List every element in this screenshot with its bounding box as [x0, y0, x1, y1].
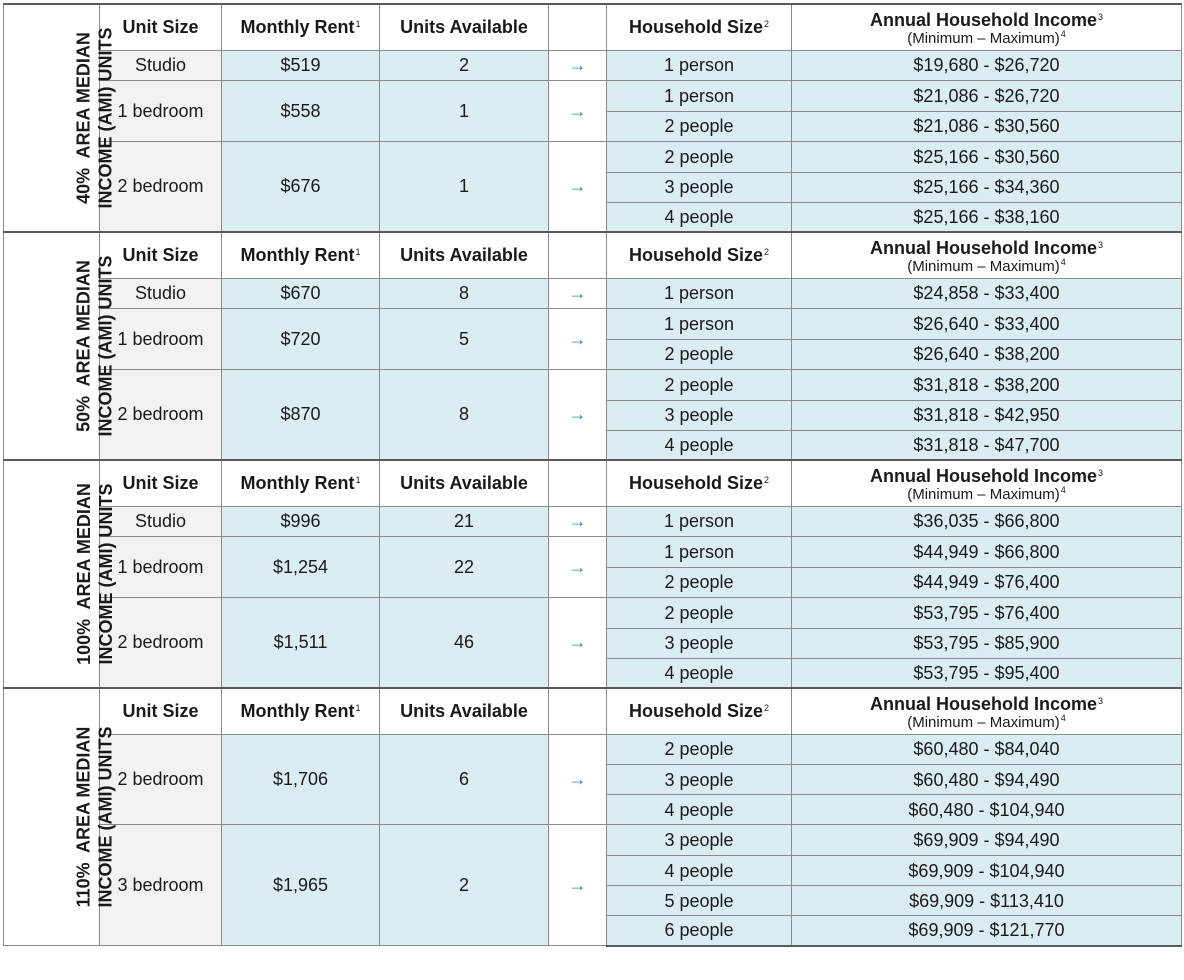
arrow-right-glyph: → — [568, 511, 587, 531]
header-household-size — [607, 232, 792, 278]
arrow-right-icon — [549, 734, 607, 825]
arrow-right-glyph: → — [568, 404, 587, 425]
ami-rent-income-table-page — [3, 3, 1181, 947]
ami-group-label — [4, 232, 116, 460]
monthly-rent-cell — [222, 734, 380, 825]
table-row — [4, 80, 1182, 111]
header-income-range-text: (Minimum – Maximum) — [907, 485, 1060, 503]
household-size-cell — [607, 111, 792, 141]
household-size-cell — [607, 856, 792, 886]
units-available-cell — [380, 278, 549, 308]
footnote-marker: 2 — [764, 19, 770, 30]
header-household-size-text: Household Size — [628, 473, 763, 494]
household-size-value: 4 people — [664, 662, 734, 683]
unit-size-value: 1 bedroom — [117, 556, 204, 577]
footnote-marker: 2 — [764, 703, 770, 714]
unit-size-value: 3 bedroom — [117, 875, 204, 896]
arrow-right-glyph: → — [568, 328, 587, 349]
annual-income-value: $53,795 - $85,900 — [913, 633, 1060, 653]
arrow-right-icon — [549, 80, 607, 141]
household-size-value: 3 people — [664, 769, 734, 790]
header-unit-size-text: Unit Size — [122, 701, 199, 722]
annual-income-cell — [792, 916, 1182, 946]
units-available-cell — [380, 825, 549, 946]
ami-group-label-text — [72, 256, 116, 437]
group-header-row — [4, 688, 1182, 734]
monthly-rent-cell — [222, 80, 380, 141]
annual-income-value: $24,858 - $33,400 — [913, 283, 1060, 303]
header-household-size — [607, 460, 792, 506]
household-size-value: 4 people — [664, 206, 734, 227]
unit-size-cell — [100, 278, 222, 308]
header-units-available — [380, 460, 549, 506]
household-size-cell — [607, 597, 792, 628]
household-size-value: 2 people — [664, 602, 734, 623]
ami-label-line2: INCOME (AMI) UNITS — [95, 483, 116, 665]
units-available-value: 5 — [458, 328, 469, 349]
annual-income-cell — [792, 400, 1182, 430]
header-household-size-text: Household Size — [628, 245, 763, 266]
unit-size-value: 1 bedroom — [117, 100, 204, 121]
household-size-cell — [607, 50, 792, 80]
units-available-value: 2 — [458, 55, 469, 75]
household-size-value: 6 people — [664, 920, 734, 941]
household-size-value: 4 people — [664, 434, 734, 455]
footnote-marker: 4 — [1060, 484, 1066, 495]
annual-income-cell — [792, 80, 1182, 111]
header-annual-income — [792, 232, 1182, 278]
household-size-value: 4 people — [664, 860, 734, 881]
arrow-right-icon — [549, 506, 607, 536]
household-size-value: 1 person — [663, 85, 735, 106]
annual-income-value: $26,640 - $38,200 — [913, 344, 1060, 364]
units-available-value: 2 — [458, 875, 469, 896]
household-size-cell — [607, 339, 792, 369]
unit-size-cell — [100, 825, 222, 946]
household-size-value: 3 people — [664, 177, 734, 197]
header-annual-income — [792, 460, 1182, 506]
monthly-rent-cell — [222, 506, 380, 536]
unit-size-cell — [100, 369, 222, 460]
header-unit-size — [100, 460, 222, 506]
household-size-cell — [607, 506, 792, 536]
ami-group-label — [4, 4, 116, 232]
monthly-rent-value: $558 — [280, 100, 321, 121]
unit-size-value: 2 bedroom — [117, 632, 204, 653]
household-size-value: 2 people — [664, 146, 734, 167]
arrow-right-glyph: → — [568, 100, 587, 121]
header-units-available-text: Units Available — [400, 473, 528, 494]
header-annual-income-title — [870, 10, 1103, 30]
unit-size-value: Studio — [134, 511, 187, 531]
household-size-cell — [607, 172, 792, 202]
household-size-cell — [607, 278, 792, 308]
footnote-marker: 4 — [1060, 712, 1066, 723]
ami-label-line1: 50% AREA MEDIAN — [73, 260, 94, 432]
annual-income-value: $31,818 - $38,200 — [913, 374, 1060, 395]
arrow-right-icon — [549, 308, 607, 369]
arrow-right-icon — [549, 141, 607, 232]
arrow-right-glyph: → — [568, 875, 587, 896]
arrow-right-icon — [549, 278, 607, 308]
footnote-marker: 1 — [355, 19, 361, 30]
header-arrow-spacer — [549, 232, 607, 278]
annual-income-cell — [792, 886, 1182, 916]
header-annual-income-text: Annual Household Income — [869, 9, 1097, 30]
footnote-marker: 1 — [355, 475, 361, 486]
monthly-rent-value: $870 — [280, 404, 321, 425]
ami-group-label — [4, 688, 116, 946]
annual-income-cell — [792, 734, 1182, 765]
units-available-cell — [380, 369, 549, 460]
header-annual-income — [792, 4, 1182, 50]
units-available-cell — [380, 141, 549, 232]
monthly-rent-value: $1,254 — [272, 556, 329, 577]
monthly-rent-value: $1,965 — [272, 875, 329, 896]
annual-income-value: $36,035 - $66,800 — [913, 511, 1060, 531]
table-row — [4, 308, 1182, 339]
arrow-right-glyph: → — [568, 769, 587, 790]
annual-income-cell — [792, 278, 1182, 308]
table-row — [4, 536, 1182, 567]
units-available-cell — [380, 506, 549, 536]
monthly-rent-cell — [222, 536, 380, 597]
annual-income-cell — [792, 172, 1182, 202]
header-annual-income-text: Annual Household Income — [869, 465, 1097, 486]
annual-income-value: $44,949 - $66,800 — [913, 541, 1060, 562]
header-annual-income-title — [870, 238, 1103, 258]
household-size-value: 3 people — [664, 830, 734, 851]
header-annual-income — [792, 688, 1182, 734]
annual-income-cell — [792, 825, 1182, 856]
ami-group-label-text — [72, 28, 116, 209]
footnote-marker: 2 — [764, 475, 770, 486]
household-size-cell — [607, 765, 792, 795]
group-header-row — [4, 4, 1182, 50]
header-monthly-rent-text: Monthly Rent — [240, 17, 355, 38]
annual-income-cell — [792, 430, 1182, 460]
ami-label-line1: 40% AREA MEDIAN — [73, 32, 94, 204]
footnote-marker: 1 — [355, 247, 361, 258]
annual-income-value: $19,680 - $26,720 — [913, 55, 1060, 75]
annual-income-value: $60,480 - $104,940 — [908, 799, 1065, 820]
household-size-value: 1 person — [663, 541, 735, 562]
ami-label-line2: INCOME (AMI) UNITS — [95, 27, 116, 209]
arrow-right-icon — [549, 369, 607, 460]
table-row — [4, 369, 1182, 400]
unit-size-value: 2 bedroom — [117, 404, 204, 425]
annual-income-value: $60,480 - $84,040 — [913, 739, 1060, 760]
monthly-rent-cell — [222, 825, 380, 946]
unit-size-cell — [100, 597, 222, 688]
household-size-value: 1 person — [663, 313, 735, 334]
household-size-cell — [607, 400, 792, 430]
household-size-value: 5 people — [664, 890, 734, 911]
units-available-value: 8 — [458, 283, 469, 303]
header-units-available-text: Units Available — [400, 245, 528, 266]
header-annual-income-title — [870, 466, 1103, 486]
annual-income-cell — [792, 50, 1182, 80]
header-income-range — [792, 256, 1181, 275]
table-row — [4, 506, 1182, 536]
units-available-value: 21 — [453, 511, 475, 531]
table-row — [4, 597, 1182, 628]
household-size-cell — [607, 825, 792, 856]
header-annual-income-title — [870, 694, 1103, 714]
header-income-range — [792, 484, 1181, 503]
header-income-range-text: (Minimum – Maximum) — [907, 713, 1060, 731]
footnote-marker: 2 — [764, 247, 770, 258]
monthly-rent-cell — [222, 278, 380, 308]
monthly-rent-cell — [222, 369, 380, 460]
unit-size-cell — [100, 80, 222, 141]
units-available-cell — [380, 536, 549, 597]
header-unit-size-text: Unit Size — [122, 473, 199, 494]
annual-income-value: $21,086 - $26,720 — [913, 85, 1060, 106]
annual-income-value: $69,909 - $94,490 — [913, 830, 1060, 851]
household-size-cell — [607, 80, 792, 111]
monthly-rent-cell — [222, 308, 380, 369]
annual-income-value: $25,166 - $38,160 — [913, 206, 1060, 227]
monthly-rent-cell — [222, 597, 380, 688]
header-units-available — [380, 4, 549, 50]
ami-group-label-text — [73, 483, 117, 665]
unit-size-cell — [100, 50, 222, 80]
arrow-right-glyph: → — [568, 283, 587, 303]
header-units-available-text: Units Available — [400, 701, 528, 722]
footnote-marker: 3 — [1098, 239, 1104, 250]
household-size-value: 2 people — [664, 572, 734, 592]
household-size-cell — [607, 916, 792, 946]
household-size-cell — [607, 795, 792, 825]
household-size-cell — [607, 628, 792, 658]
group-header-row — [4, 232, 1182, 278]
units-available-cell — [380, 597, 549, 688]
arrow-right-icon — [549, 825, 607, 946]
annual-income-value: $25,166 - $30,560 — [913, 146, 1060, 167]
arrow-right-glyph: → — [568, 556, 587, 577]
header-unit-size — [100, 232, 222, 278]
units-available-value: 22 — [453, 556, 475, 577]
units-available-value: 1 — [458, 100, 469, 121]
household-size-value: 2 people — [664, 739, 734, 760]
monthly-rent-value: $1,511 — [273, 632, 328, 653]
household-size-cell — [607, 886, 792, 916]
footnote-marker: 3 — [1098, 467, 1104, 478]
units-available-value: 8 — [458, 404, 469, 425]
header-income-range — [792, 712, 1181, 731]
annual-income-cell — [792, 567, 1182, 597]
annual-income-value: $69,909 - $113,410 — [909, 890, 1064, 911]
household-size-cell — [607, 567, 792, 597]
header-arrow-spacer — [549, 460, 607, 506]
ami-label-line2: INCOME (AMI) UNITS — [95, 255, 116, 437]
unit-size-value: Studio — [134, 283, 187, 303]
household-size-cell — [607, 536, 792, 567]
units-available-value: 6 — [458, 769, 469, 790]
units-available-cell — [380, 80, 549, 141]
header-units-available — [380, 232, 549, 278]
ami-label-line1: 100% AREA MEDIAN — [73, 483, 94, 665]
household-size-cell — [607, 369, 792, 400]
arrow-right-icon — [549, 536, 607, 597]
monthly-rent-value: $1,706 — [272, 769, 329, 790]
header-monthly-rent — [222, 232, 380, 278]
annual-income-cell — [792, 111, 1182, 141]
units-available-value: 46 — [453, 632, 475, 653]
annual-income-value: $60,480 - $94,490 — [913, 769, 1060, 790]
units-available-cell — [380, 50, 549, 80]
header-unit-size — [100, 688, 222, 734]
annual-income-cell — [792, 141, 1182, 172]
annual-income-value: $53,795 - $95,400 — [913, 662, 1060, 683]
header-monthly-rent — [222, 460, 380, 506]
annual-income-value: $31,818 - $47,700 — [913, 434, 1060, 455]
annual-income-cell — [792, 856, 1182, 886]
unit-size-value: 2 bedroom — [117, 769, 204, 790]
header-income-range-text: (Minimum – Maximum) — [907, 29, 1060, 47]
ami-group-label — [4, 460, 116, 688]
annual-income-cell — [792, 308, 1182, 339]
table-row — [4, 734, 1182, 765]
ami-rent-income-table — [3, 3, 1182, 947]
household-size-value: 2 people — [664, 116, 734, 136]
units-available-value: 1 — [458, 176, 469, 197]
monthly-rent-value: $670 — [280, 283, 321, 303]
annual-income-cell — [792, 658, 1182, 688]
household-size-cell — [607, 430, 792, 460]
header-unit-size — [100, 4, 222, 50]
household-size-cell — [607, 658, 792, 688]
annual-income-cell — [792, 536, 1182, 567]
monthly-rent-value: $519 — [280, 55, 321, 75]
header-household-size — [607, 688, 792, 734]
unit-size-value: 2 bedroom — [117, 176, 204, 197]
household-size-cell — [607, 734, 792, 765]
unit-size-cell — [100, 141, 222, 232]
table-row — [4, 141, 1182, 172]
monthly-rent-value: $676 — [280, 176, 321, 197]
household-size-cell — [607, 141, 792, 172]
unit-size-cell — [100, 506, 222, 536]
annual-income-cell — [792, 765, 1182, 795]
annual-income-cell — [792, 628, 1182, 658]
annual-income-value: $53,795 - $76,400 — [913, 602, 1060, 623]
table-row — [4, 825, 1182, 856]
household-size-value: 3 people — [664, 633, 734, 653]
arrow-right-icon — [549, 597, 607, 688]
annual-income-value: $26,640 - $33,400 — [913, 313, 1060, 334]
ami-group-label-text — [72, 727, 116, 908]
annual-income-value: $44,949 - $76,400 — [913, 572, 1060, 592]
header-income-range-text: (Minimum – Maximum) — [907, 257, 1060, 275]
footnote-marker: 4 — [1060, 28, 1066, 39]
table-row — [4, 50, 1182, 80]
group-header-row — [4, 460, 1182, 506]
arrow-right-icon — [549, 50, 607, 80]
header-units-available-text: Units Available — [400, 17, 528, 38]
header-arrow-spacer — [549, 688, 607, 734]
header-household-size-text: Household Size — [628, 17, 763, 38]
footnote-marker: 1 — [355, 703, 361, 714]
footnote-marker: 3 — [1098, 695, 1104, 706]
arrow-right-glyph: → — [568, 55, 587, 75]
unit-size-value: Studio — [134, 55, 187, 75]
units-available-cell — [380, 734, 549, 825]
household-size-cell — [607, 202, 792, 232]
unit-size-cell — [100, 308, 222, 369]
header-annual-income-text: Annual Household Income — [869, 237, 1097, 258]
header-household-size — [607, 4, 792, 50]
unit-size-cell — [100, 734, 222, 825]
monthly-rent-cell — [222, 141, 380, 232]
annual-income-value: $21,086 - $30,560 — [913, 116, 1060, 136]
household-size-value: 1 person — [663, 55, 735, 75]
annual-income-cell — [792, 597, 1182, 628]
annual-income-cell — [792, 795, 1182, 825]
household-size-cell — [607, 308, 792, 339]
household-size-value: 1 person — [663, 283, 735, 303]
monthly-rent-cell — [222, 50, 380, 80]
ami-label-line1: 110% AREA MEDIAN — [73, 726, 94, 908]
header-unit-size-text: Unit Size — [122, 17, 199, 38]
unit-size-value: 1 bedroom — [117, 328, 204, 349]
household-size-value: 1 person — [663, 511, 735, 531]
units-available-cell — [380, 308, 549, 369]
household-size-value: 4 people — [664, 799, 734, 820]
header-monthly-rent-text: Monthly Rent — [240, 473, 355, 494]
footnote-marker: 4 — [1060, 256, 1066, 267]
annual-income-cell — [792, 369, 1182, 400]
header-monthly-rent-text: Monthly Rent — [240, 245, 355, 266]
table-row — [4, 278, 1182, 308]
annual-income-cell — [792, 202, 1182, 232]
annual-income-value: $31,818 - $42,950 — [913, 405, 1060, 425]
arrow-right-glyph: → — [568, 176, 587, 197]
annual-income-cell — [792, 506, 1182, 536]
header-units-available — [380, 688, 549, 734]
annual-income-cell — [792, 339, 1182, 369]
household-size-value: 2 people — [664, 344, 734, 364]
header-household-size-text: Household Size — [628, 701, 763, 722]
header-unit-size-text: Unit Size — [122, 245, 199, 266]
footnote-marker: 3 — [1098, 11, 1104, 22]
header-income-range — [792, 28, 1181, 47]
annual-income-value: $69,909 - $104,940 — [908, 860, 1065, 881]
arrow-right-glyph: → — [568, 632, 587, 653]
header-annual-income-text: Annual Household Income — [869, 693, 1097, 714]
header-monthly-rent-text: Monthly Rent — [240, 701, 355, 722]
monthly-rent-value: $996 — [280, 511, 321, 531]
household-size-value: 2 people — [664, 374, 734, 395]
header-arrow-spacer — [549, 4, 607, 50]
unit-size-cell — [100, 536, 222, 597]
header-monthly-rent — [222, 688, 380, 734]
monthly-rent-value: $720 — [280, 328, 321, 349]
ami-label-line2: INCOME (AMI) UNITS — [95, 726, 116, 908]
header-monthly-rent — [222, 4, 380, 50]
annual-income-value: $25,166 - $34,360 — [913, 177, 1060, 197]
household-size-value: 3 people — [664, 405, 734, 425]
annual-income-value: $69,909 - $121,770 — [908, 920, 1065, 941]
